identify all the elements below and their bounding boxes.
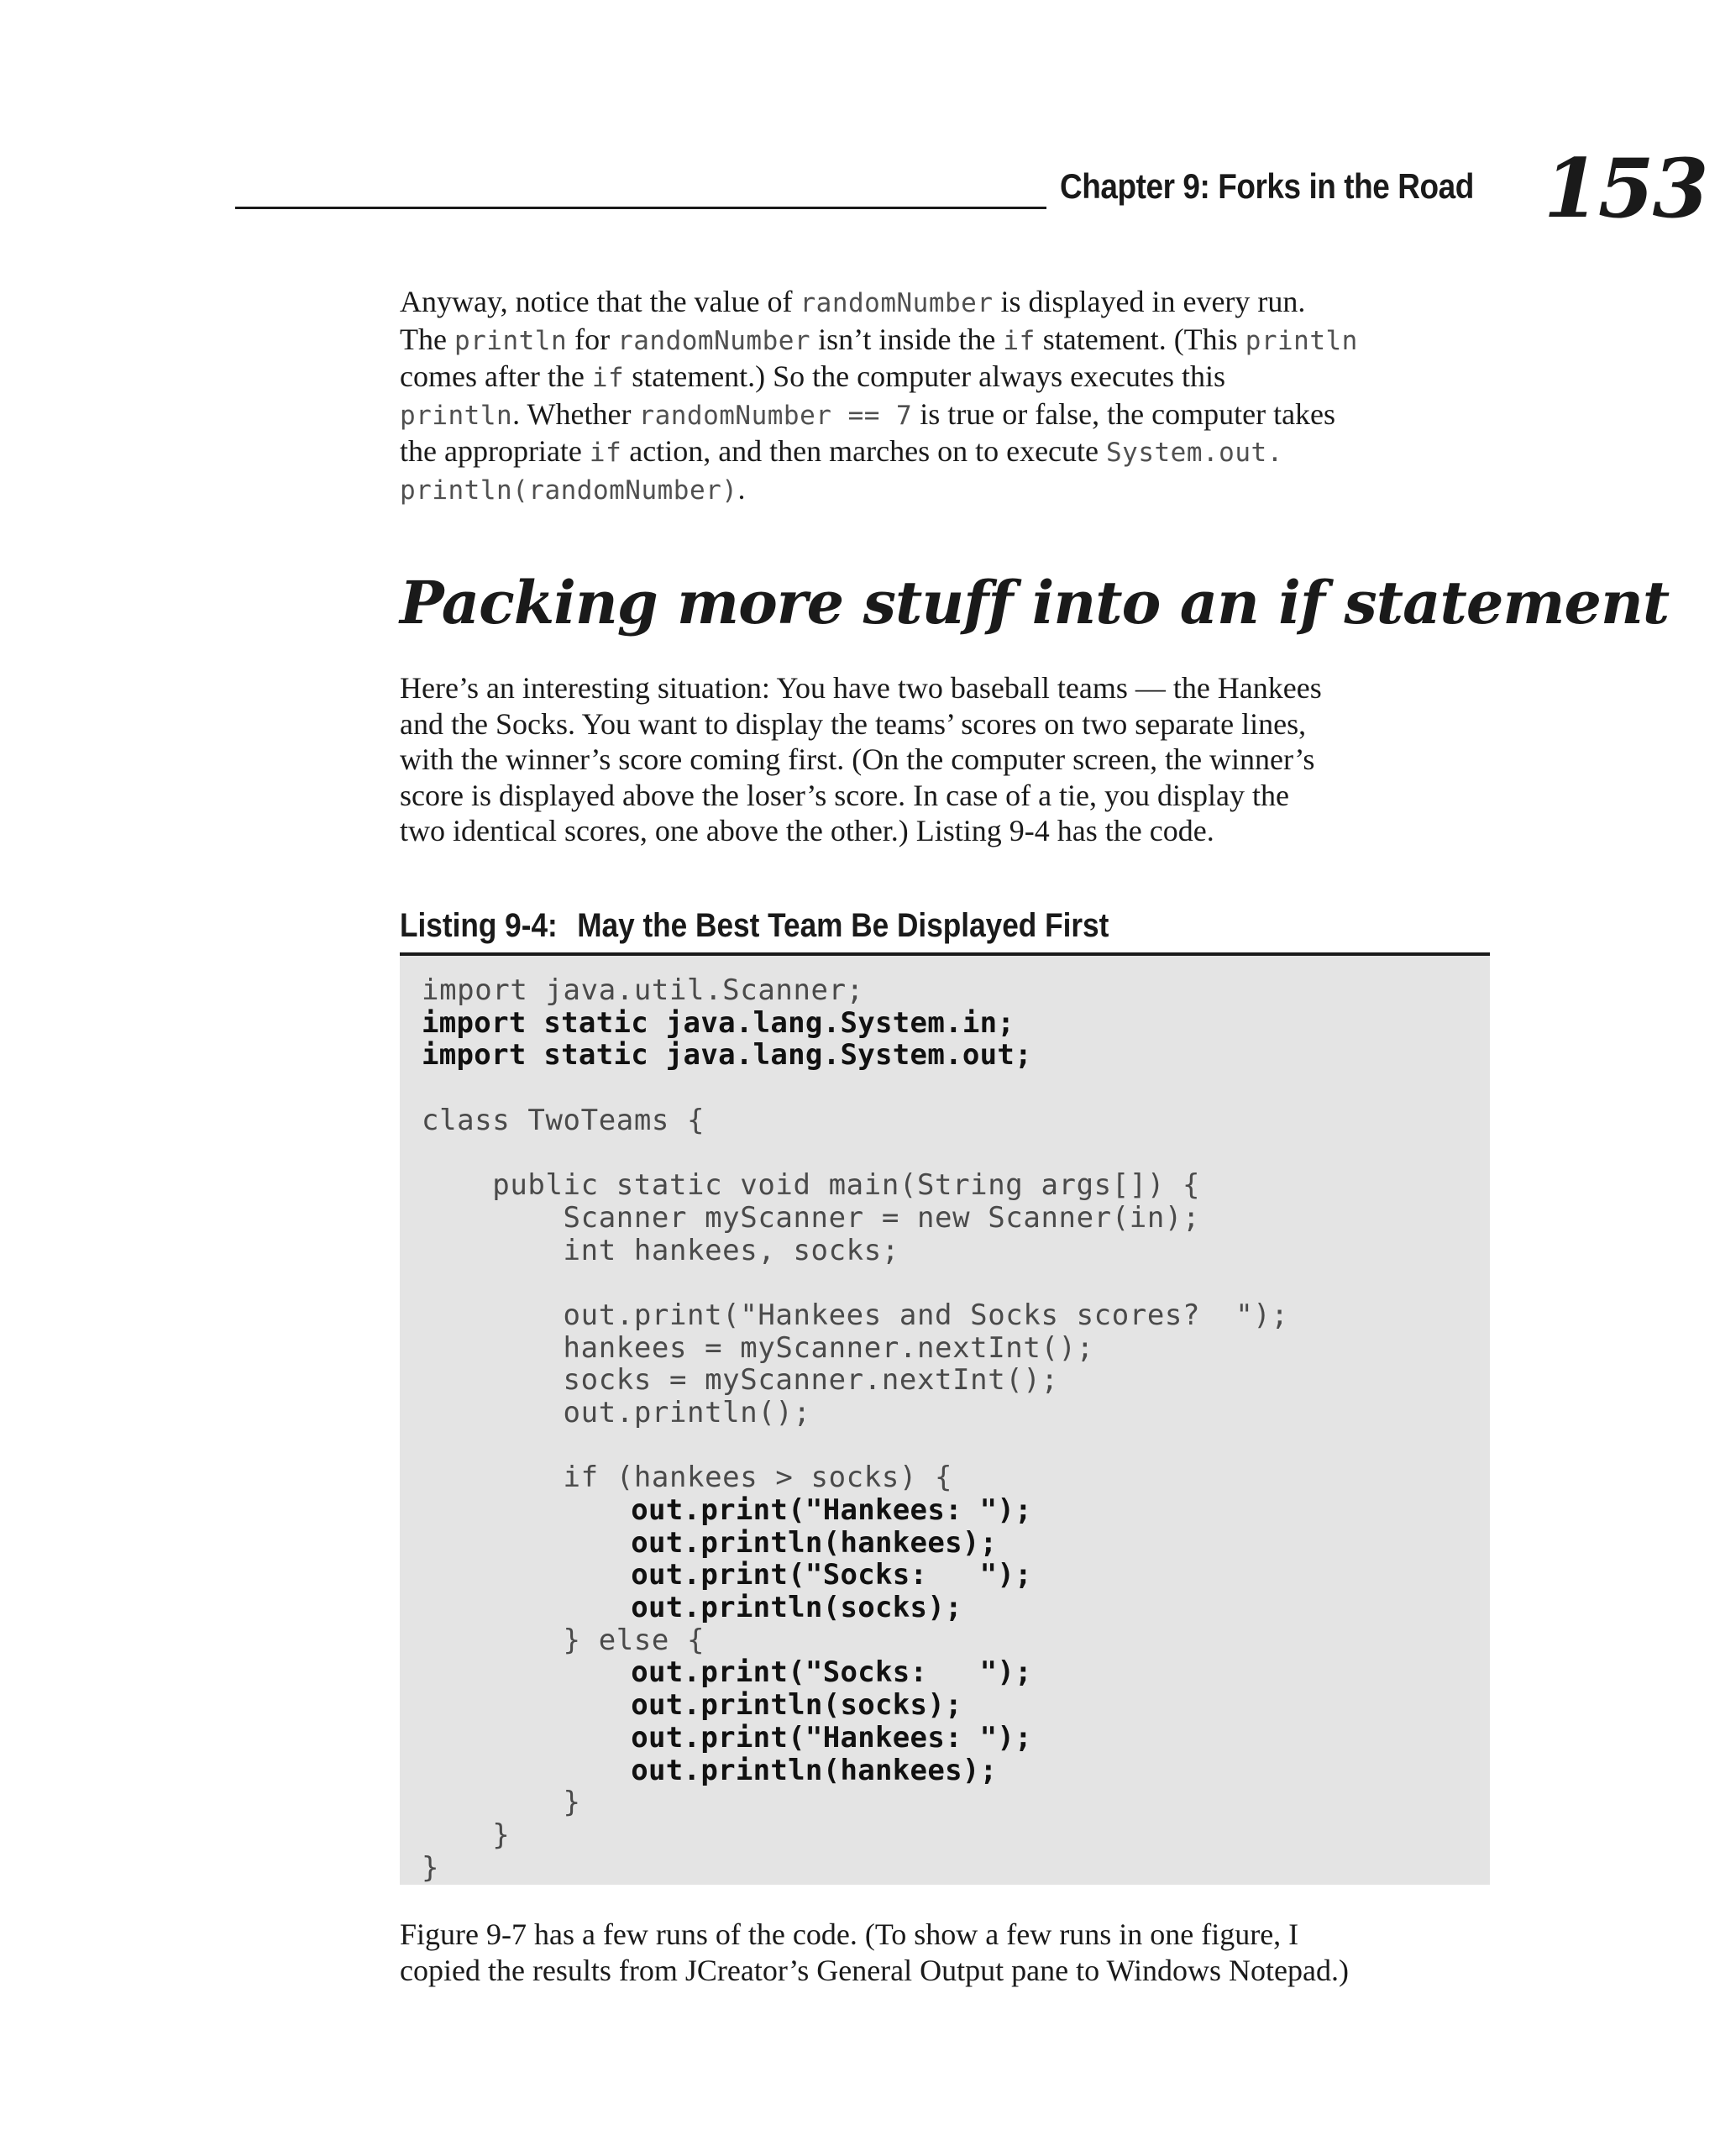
code-line: out.print("Hankees and Socks scores? "); (422, 1298, 1289, 1332)
paragraph-line: two identical scores, one above the other.) Listing 9-4 has the code. (400, 814, 1214, 848)
section-heading: Packing more stuff into an if statement (400, 568, 1670, 637)
paragraph-line: score is displayed above the loser’s score. In case of a tie, you display the (400, 778, 1290, 812)
code-line: int hankees, socks; (422, 1233, 899, 1267)
inline-code: if (591, 363, 625, 394)
inline-code: if (589, 438, 622, 469)
code-line (422, 1267, 1288, 1299)
inline-code: println (1245, 325, 1358, 356)
paragraph-line: the appropriate if action, and then marches on to execute System.out. (400, 434, 1283, 469)
code-line: if (hankees > socks) { (422, 1461, 953, 1495)
code-line (422, 1072, 1288, 1104)
paragraph-random-number (400, 284, 1508, 509)
code-line: public static void main(String args[]) { (422, 1168, 1201, 1203)
code-line: import static java.lang.System.in; (422, 1005, 1015, 1040)
paragraph-line: println. Whether randomNumber == 7 is true or false, the computer takes (400, 396, 1336, 431)
inline-code: System.out. (1106, 438, 1283, 469)
paragraph-line: and the Socks. You want to display the teams’ scores on two separate lines, (400, 706, 1307, 741)
code-line (422, 1429, 1288, 1462)
code-line: class TwoTeams { (422, 1103, 705, 1137)
code-lines (422, 974, 1288, 1884)
code-line: out.print("Hankees: "); (422, 1720, 1032, 1755)
paragraph-line: with the winner’s score coming first. (On the computer screen, the winner’s (400, 742, 1315, 777)
paragraph-figure-reference (400, 1917, 1508, 1988)
code-line: import java.util.Scanner; (422, 973, 864, 1007)
inline-code: randomNumber (800, 288, 994, 318)
code-line: out.println(hankees); (422, 1753, 998, 1787)
listing-number: Listing 9-4: (400, 907, 558, 944)
code-line: } else { (422, 1623, 705, 1657)
code-line: out.println(hankees); (422, 1525, 998, 1560)
paragraph-line: Anyway, notice that the value of randomNumber is displayed in every run. (400, 285, 1306, 318)
code-line: socks = myScanner.nextInt(); (422, 1363, 1059, 1398)
chapter-title: Chapter 9: Forks in the Road (1060, 166, 1474, 206)
paragraph-line: Here’s an interesting situation: You have two baseball teams — the Hankees (400, 671, 1322, 705)
code-line: out.println(); (422, 1395, 811, 1429)
inline-code: println (454, 325, 568, 356)
paragraph-line: copied the results from JCreator’s General Output pane to Windows Notepad.) (400, 1953, 1349, 1987)
page-number: 153 (1544, 141, 1707, 236)
code-line: out.print("Socks: "); (422, 1655, 1032, 1690)
code-line: } (422, 1850, 440, 1885)
code-line: out.print("Socks: "); (422, 1558, 1032, 1592)
inline-code: randomNumber (617, 325, 811, 356)
code-line: import static java.lang.System.out; (422, 1038, 1032, 1073)
code-line (422, 1136, 1288, 1169)
paragraph-line: comes after the if statement.) So the computer always executes this (400, 359, 1226, 394)
listing-title: May the Best Team Be Displayed First (577, 907, 1109, 944)
code-line: hankees = myScanner.nextInt(); (422, 1330, 1094, 1365)
code-line: } (422, 1786, 581, 1820)
code-listing (400, 956, 1490, 1885)
code-line: } (422, 1818, 511, 1852)
paragraph-line: Figure 9-7 has a few runs of the code. (To show a few runs in one figure, I (400, 1917, 1299, 1951)
inline-code: randomNumber == 7 (638, 400, 913, 431)
code-line: Scanner myScanner = new Scanner(in); (422, 1200, 1201, 1235)
paragraph-line: println(randomNumber). (400, 471, 746, 506)
inline-code: if (1003, 325, 1036, 356)
header-rule (235, 207, 1046, 209)
code-line: out.print("Hankees: "); (422, 1493, 1032, 1527)
inline-code: println(randomNumber) (400, 475, 738, 506)
code-line: out.println(socks); (422, 1688, 962, 1723)
code-line: out.println(socks); (422, 1591, 962, 1625)
paragraph-line: The println for randomNumber isn’t inside the if statement. (This println (400, 322, 1358, 356)
paragraph-two-teams (400, 670, 1508, 849)
listing-caption (400, 907, 1361, 945)
inline-code: println (400, 400, 513, 431)
